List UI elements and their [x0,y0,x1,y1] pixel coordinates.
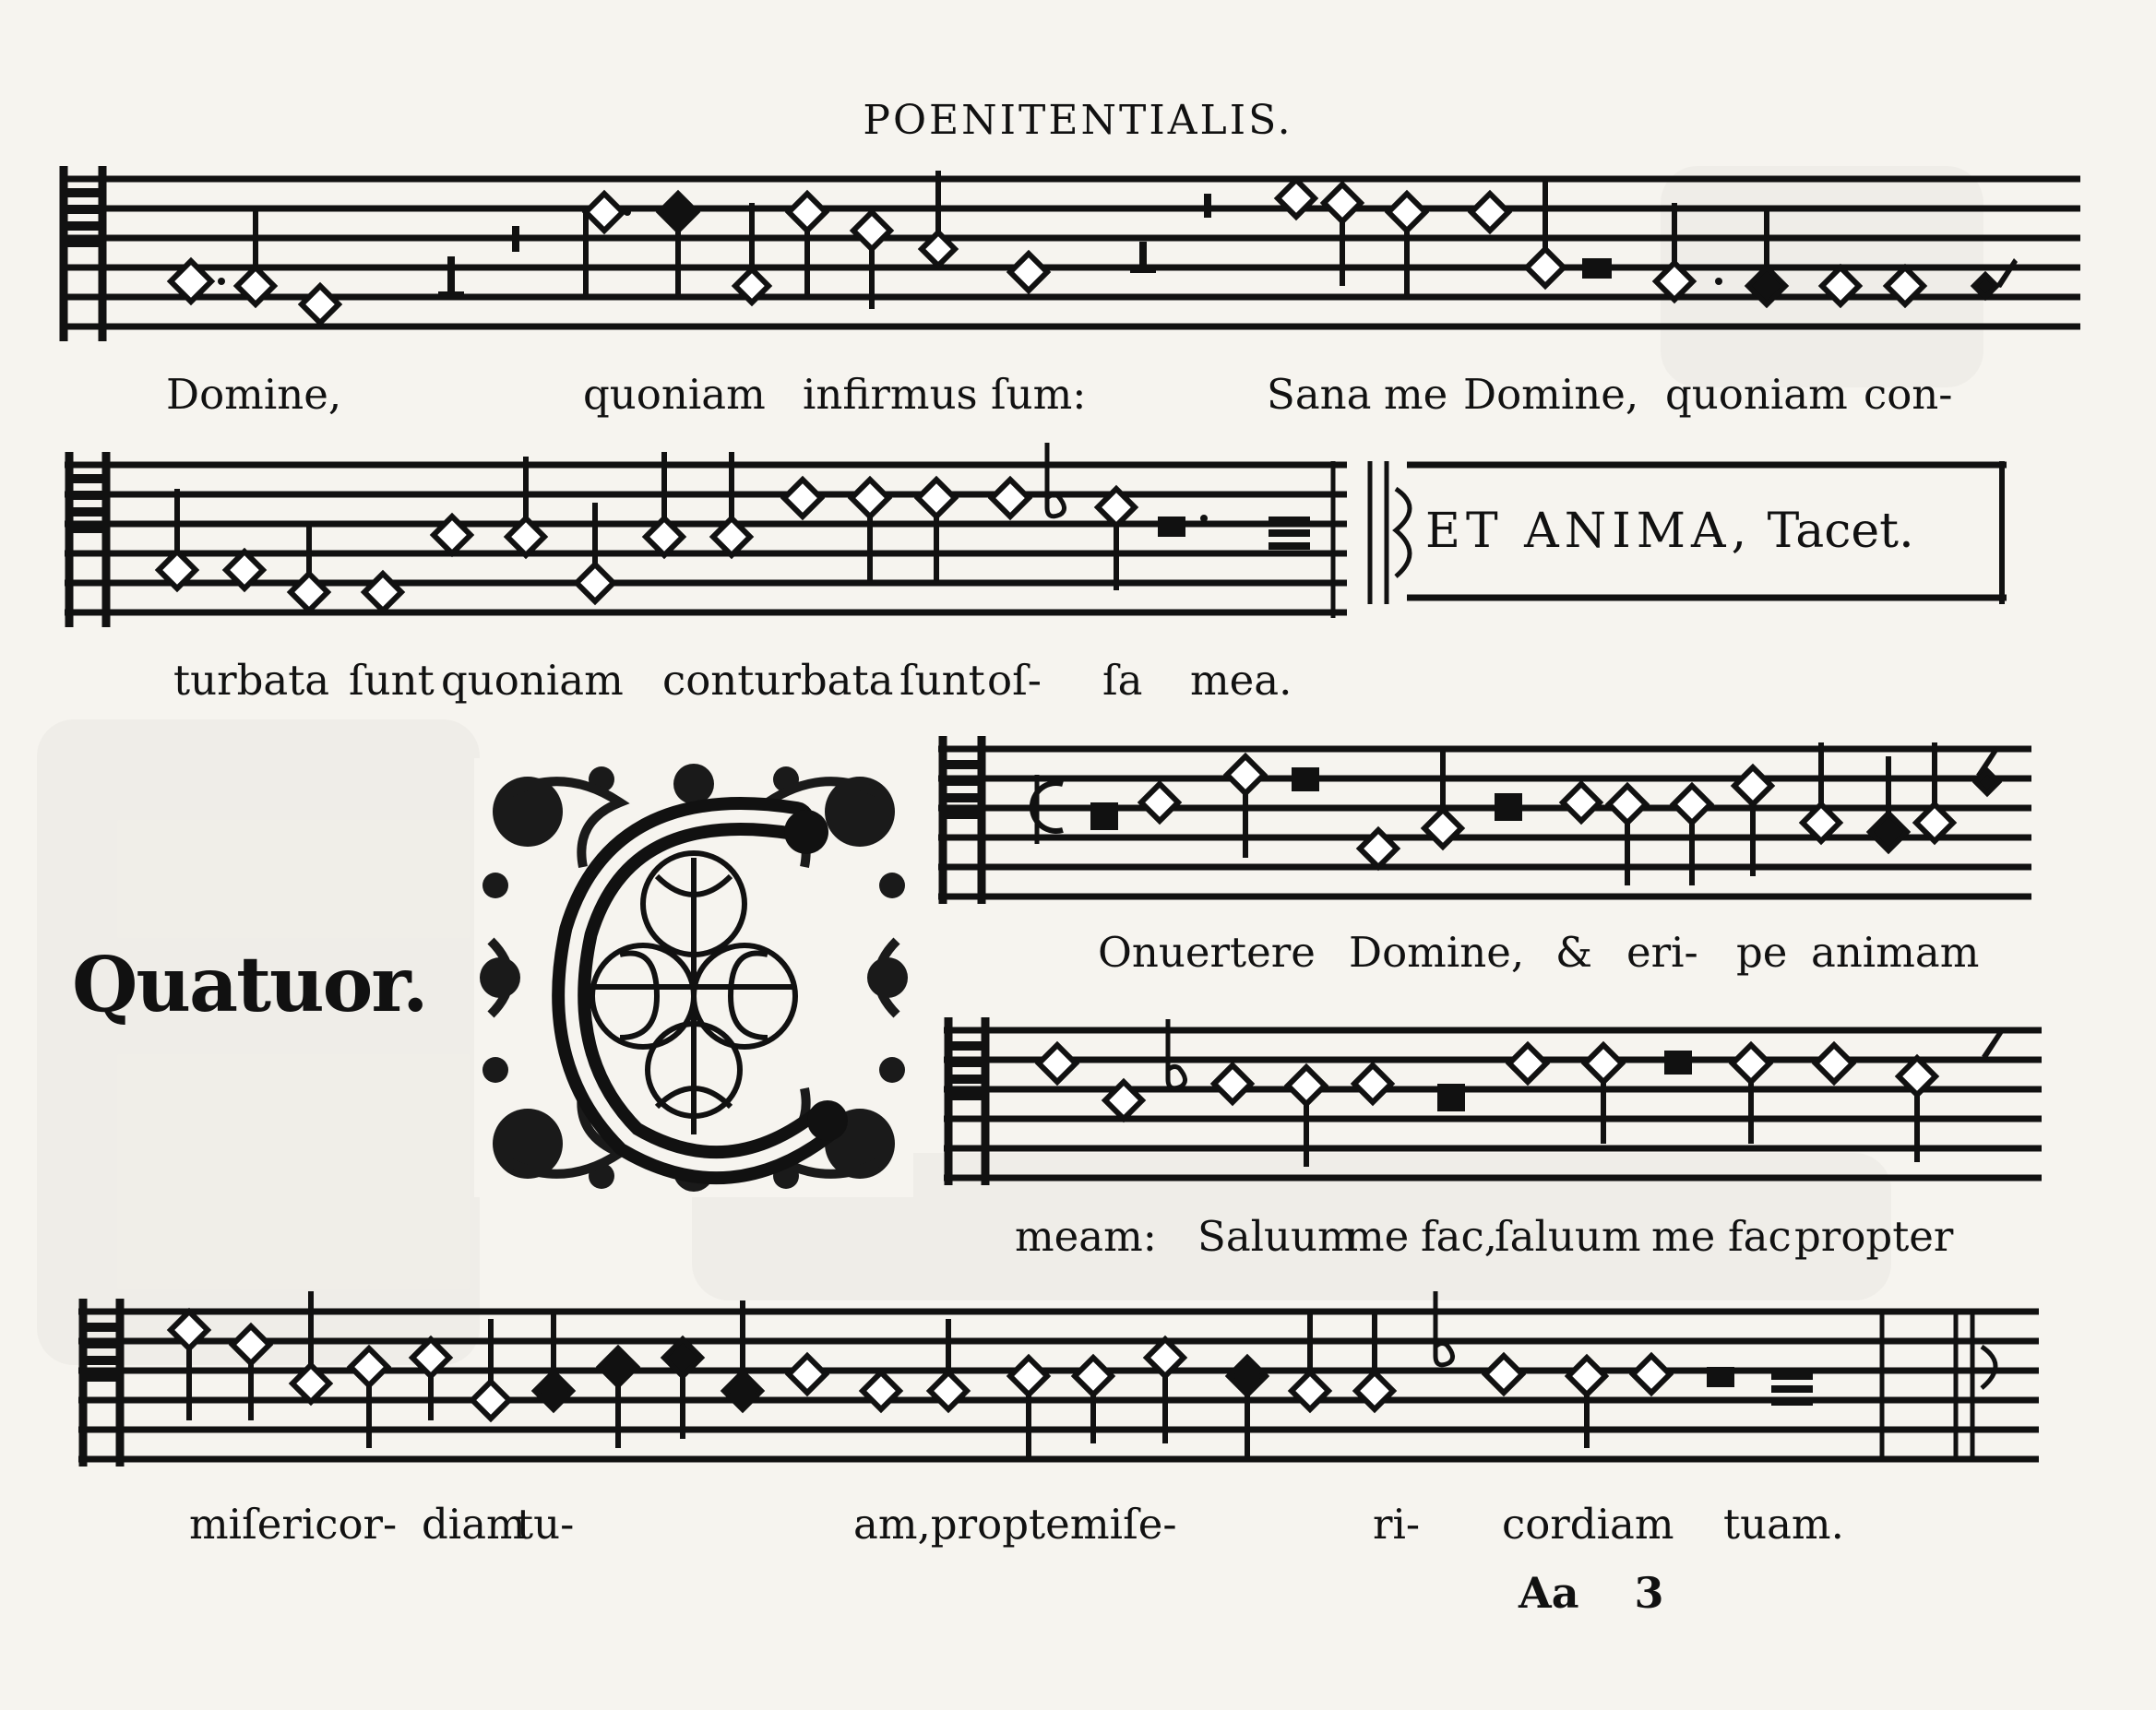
tacet-verse-incipit: ET ANIMA, [1425,504,1753,559]
tacet-instruction [1425,504,1914,559]
lyric-syllable: pe [1736,928,1788,977]
staff-5 [74,1291,2048,1476]
lyric-syllable: & [1555,928,1593,977]
signature-letters: Aa [1519,1568,1579,1618]
lyric-syllable: me [1651,1212,1716,1261]
page-title: POENITENTIALIS. [863,97,1293,144]
lyric-syllable: meam: [1015,1212,1157,1261]
lyric-syllable: eri- [1626,928,1698,977]
lyric-syllable: Onuertere [1098,928,1316,977]
lyric-syllable: tuam. [1723,1500,1844,1549]
section-label: Quatuor. [72,941,427,1029]
lyric-syllable: conturbata [662,656,894,705]
lyric-syllable: infirmus ſum: [803,370,1087,419]
lyric-syllable: me [1384,370,1448,419]
lyric-syllable: miſe- [1070,1500,1177,1549]
lyric-syllable: cordiam [1502,1500,1674,1549]
lyric-syllable: fac, [1421,1212,1497,1261]
staff-1 [51,157,2090,350]
lyric-syllable: am,propter [853,1500,1090,1549]
lyric-syllable: Domine, [166,370,342,419]
lyric-syllable: ſunt [899,656,985,705]
tacet-word: Tacet. [1767,504,1914,559]
lyric-syllable: turbata [173,656,330,705]
lyric-syllable: fac [1728,1212,1792,1261]
lyric-syllable: diam [422,1500,526,1549]
lyric-syllable: Domine, [1349,928,1525,977]
decorated-initial-c [472,756,915,1203]
lyric-syllable: tu- [517,1500,575,1549]
signature-mark [1519,1568,1664,1618]
signature-number: 3 [1634,1568,1664,1618]
lyric-syllable: propter [1794,1212,1954,1261]
lyric-syllable: quoniam [583,370,766,419]
lyric-syllable: con- [1864,370,1953,419]
lyric-syllable: Domine, [1463,370,1639,419]
lyric-syllable: miſericor- [189,1500,398,1549]
lyric-syllable: ſa [1102,656,1143,705]
lyric-syllable: oſ- [987,656,1042,705]
lyric-syllable: Saluum [1197,1212,1357,1261]
lyric-syllable: quoniam [1665,370,1848,419]
lyric-syllable: mea. [1190,656,1292,705]
lyric-syllable: quoniam [441,656,624,705]
lyric-syllable: me [1345,1212,1410,1261]
lyric-syllable: ſunt [349,656,435,705]
lyric-syllable: ſaluum [1495,1212,1641,1261]
show-through-stain [37,719,480,1365]
lyric-syllable: animam [1811,928,1980,977]
staff-4 [939,1010,2051,1194]
lyric-syllable: ri- [1373,1500,1421,1549]
staff-3 [934,729,2041,913]
lyric-syllable: Sana [1267,370,1372,419]
